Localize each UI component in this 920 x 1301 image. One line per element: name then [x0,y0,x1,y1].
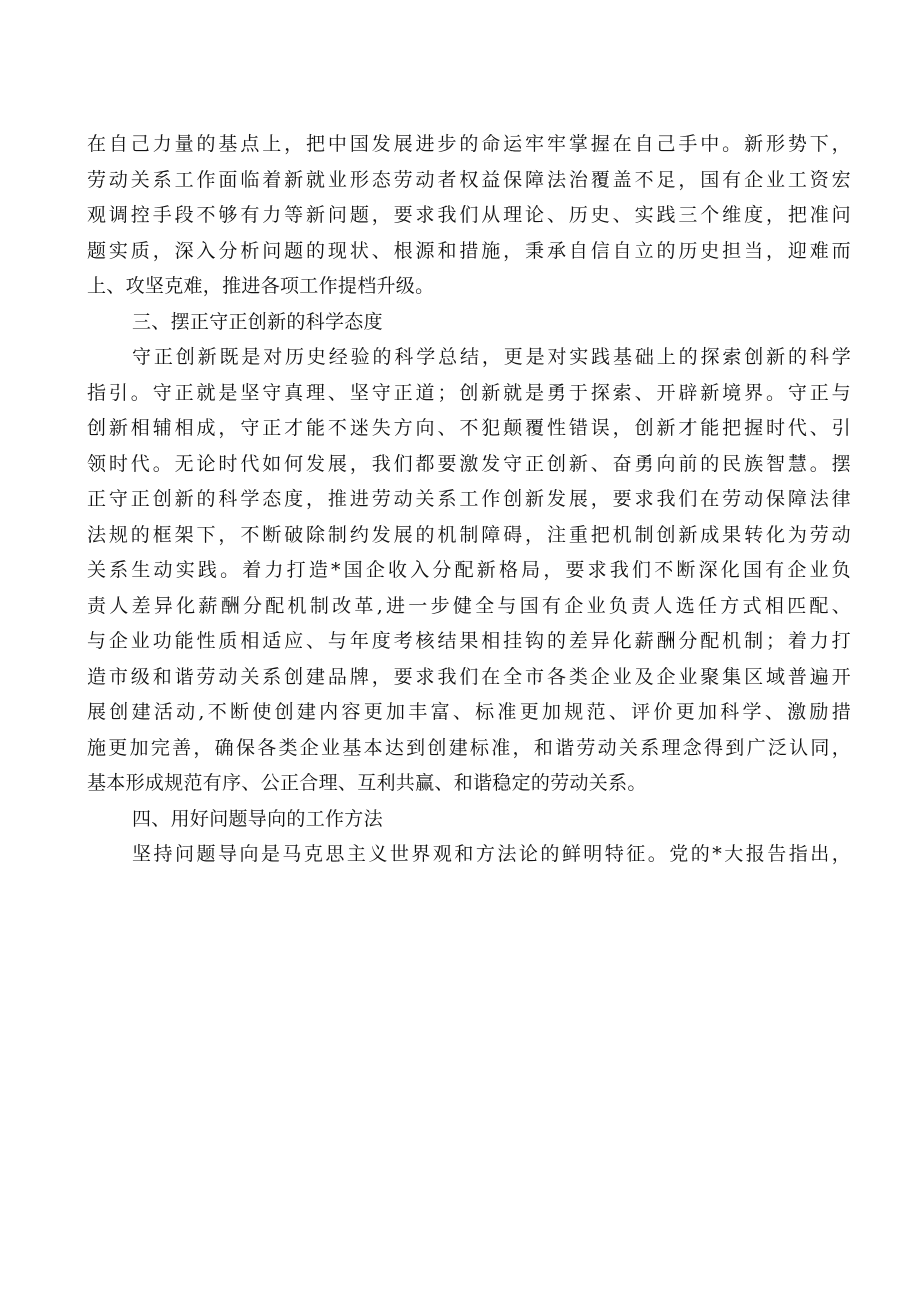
text-line: 题实质，深入分析问题的现状、根源和措施，秉承自信自立的历史担当，迎难而 [87,239,851,262]
text-line: 守正创新既是对历史经验的科学总结，更是对实践基础上的探索创新的科学 [132,346,851,368]
text-line: 在自己力量的基点上，把中国发展进步的命运牢牢掌握在自己手中。新形势下， [87,133,851,155]
text-line: 上、攻坚克难，推进各项工作提档升级。 [87,275,435,297]
text-line: 创新相辅相成，守正才能不迷失方向、不犯颠覆性错误，创新才能把握时代、引 [87,417,851,439]
text-line: 坚持问题导向是马克思主义世界观和方法论的鲜明特征。党的*大报告指出， [132,843,851,865]
section-three-heading: 三、摆正守正创新的科学态度 [132,310,383,333]
text-line: 施更加完善，确保各类企业基本达到创建标准，和谐劳动关系理念得到广泛认同， [87,736,851,759]
text-line: 责人差异化薪酬分配机制改革,进一步健全与国有企业负责人选任方式相匹配、 [87,594,851,617]
section-four-paragraph [87,837,851,873]
text-line: 基本形成规范有序、公正合理、互利共赢、和谐稳定的劳动关系。 [87,772,647,794]
intro-paragraph [87,127,851,305]
text-line: 劳动关系工作面临着新就业形态劳动者权益保障法治覆盖不足，国有企业工资宏 [87,168,851,191]
document-body [87,127,851,873]
text-line: 展创建活动,不断使创建内容更加丰富、标准更加规范、评价更加科学、激励措 [87,701,851,723]
section-four-heading: 四、用好问题导向的工作方法 [132,807,383,830]
text-line: 关系生动实践。着力打造*国企收入分配新格局，要求我们不断深化国有企业负 [87,559,851,581]
text-line: 领时代。无论时代如何发展，我们都要激发守正创新、奋勇向前的民族智慧。摆 [87,452,851,475]
text-line: 正守正创新的科学态度，推进劳动关系工作创新发展，要求我们在劳动保障法律 [87,488,851,510]
text-line: 造市级和谐劳动关系创建品牌，要求我们在全市各类企业及企业聚集区域普遍开 [87,665,851,688]
text-line: 与企业功能性质相适应、与年度考核结果相挂钩的差异化薪酬分配机制；着力打 [87,630,851,652]
text-line: 法规的框架下，不断破除制约发展的机制障碍，注重把机制创新成果转化为劳动 [87,523,851,546]
text-line: 观调控手段不够有力等新问题，要求我们从理论、历史、实践三个维度，把准问 [87,204,851,226]
text-line: 指引。守正就是坚守真理、坚守正道；创新就是勇于探索、开辟新境界。守正与 [87,381,851,404]
section-three-paragraph [87,340,851,802]
